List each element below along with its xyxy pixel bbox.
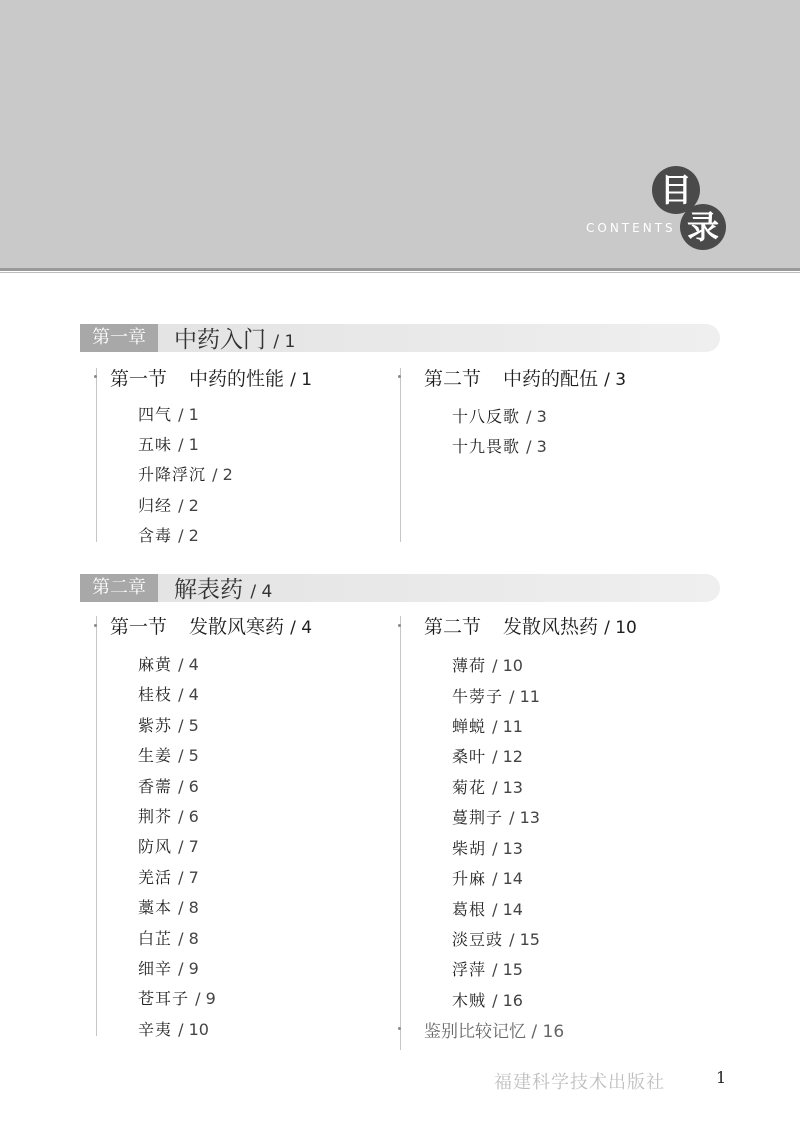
header-divider-thin <box>0 272 800 273</box>
bullet-dot <box>94 375 97 378</box>
title-badge-mu: 目 <box>652 166 700 214</box>
comparison-memory-entry[interactable]: 鉴别比较记忆 / 16 <box>424 1022 565 1042</box>
toc-entry[interactable]: 蔓荆子 / 13 <box>452 808 540 827</box>
bullet-dot <box>94 624 97 627</box>
chapter-1-left-rule <box>96 368 97 542</box>
section-2-1[interactable]: 第一节 发散风寒药 / 4 <box>110 616 313 638</box>
chapter-2-bar <box>80 574 720 602</box>
bullet-dot <box>398 375 401 378</box>
chapter-1-right-rule <box>400 368 401 542</box>
toc-entry[interactable]: 羌活 / 7 <box>138 868 199 887</box>
toc-entry[interactable]: 五味 / 1 <box>138 435 199 454</box>
toc-entry[interactable]: 生姜 / 5 <box>138 746 199 765</box>
chapter-2-title[interactable]: 解表药 / 4 <box>174 577 273 603</box>
toc-entry[interactable]: 十八反歌 / 3 <box>452 407 547 426</box>
header-divider <box>0 268 800 271</box>
chapter-2-tag: 第二章 <box>80 574 158 602</box>
toc-entry[interactable]: 升麻 / 14 <box>452 869 523 888</box>
toc-entry[interactable]: 香薷 / 6 <box>138 777 199 796</box>
toc-entry[interactable]: 紫苏 / 5 <box>138 716 199 735</box>
toc-entry[interactable]: 木贼 / 16 <box>452 991 523 1010</box>
toc-entry[interactable]: 荆芥 / 6 <box>138 807 199 826</box>
toc-entry[interactable]: 桂枝 / 4 <box>138 685 199 704</box>
chapter-1-title[interactable]: 中药入门 / 1 <box>174 327 296 353</box>
toc-entry[interactable]: 柴胡 / 13 <box>452 839 523 858</box>
bullet-dot <box>398 1027 401 1030</box>
toc-entry[interactable]: 藁本 / 8 <box>138 898 199 917</box>
chapter-2-left-rule <box>96 616 97 1036</box>
toc-entry[interactable]: 淡豆豉 / 15 <box>452 930 540 949</box>
toc-entry[interactable]: 升降浮沉 / 2 <box>138 465 233 484</box>
toc-entry[interactable]: 薄荷 / 10 <box>452 656 523 675</box>
toc-entry[interactable]: 浮萍 / 15 <box>452 960 523 979</box>
toc-entry[interactable]: 四气 / 1 <box>138 405 199 424</box>
section-1-1[interactable]: 第一节 中药的性能 / 1 <box>110 368 313 390</box>
toc-entry[interactable]: 牛蒡子 / 11 <box>452 687 540 706</box>
toc-entry[interactable]: 归经 / 2 <box>138 496 199 515</box>
toc-entry[interactable]: 麻黄 / 4 <box>138 655 199 674</box>
toc-entry[interactable]: 蝉蜕 / 11 <box>452 717 523 736</box>
section-1-2[interactable]: 第二节 中药的配伍 / 3 <box>424 368 627 390</box>
chapter-1-tag: 第一章 <box>80 324 158 352</box>
publisher-name: 福建科学技术出版社 <box>494 1072 665 1093</box>
page-number: 1 <box>716 1068 727 1087</box>
toc-entry[interactable]: 桑叶 / 12 <box>452 747 523 766</box>
toc-entry[interactable]: 白芷 / 8 <box>138 929 199 948</box>
toc-entry[interactable]: 葛根 / 14 <box>452 900 523 919</box>
toc-entry[interactable]: 苍耳子 / 9 <box>138 989 216 1008</box>
toc-entry[interactable]: 辛夷 / 10 <box>138 1020 209 1039</box>
title-badge-lu: 录 <box>680 204 726 250</box>
section-2-2[interactable]: 第二节 发散风热药 / 10 <box>424 616 637 638</box>
chapter-2-right-rule <box>400 616 401 1050</box>
chapter-1-bar <box>80 324 720 352</box>
toc-entry[interactable]: 细辛 / 9 <box>138 959 199 978</box>
contents-label: CONTENTS <box>586 221 676 235</box>
toc-entry[interactable]: 含毒 / 2 <box>138 526 199 545</box>
toc-entry[interactable]: 防风 / 7 <box>138 837 199 856</box>
bullet-dot <box>398 624 401 627</box>
toc-entry[interactable]: 菊花 / 13 <box>452 778 523 797</box>
toc-entry[interactable]: 十九畏歌 / 3 <box>452 437 547 456</box>
